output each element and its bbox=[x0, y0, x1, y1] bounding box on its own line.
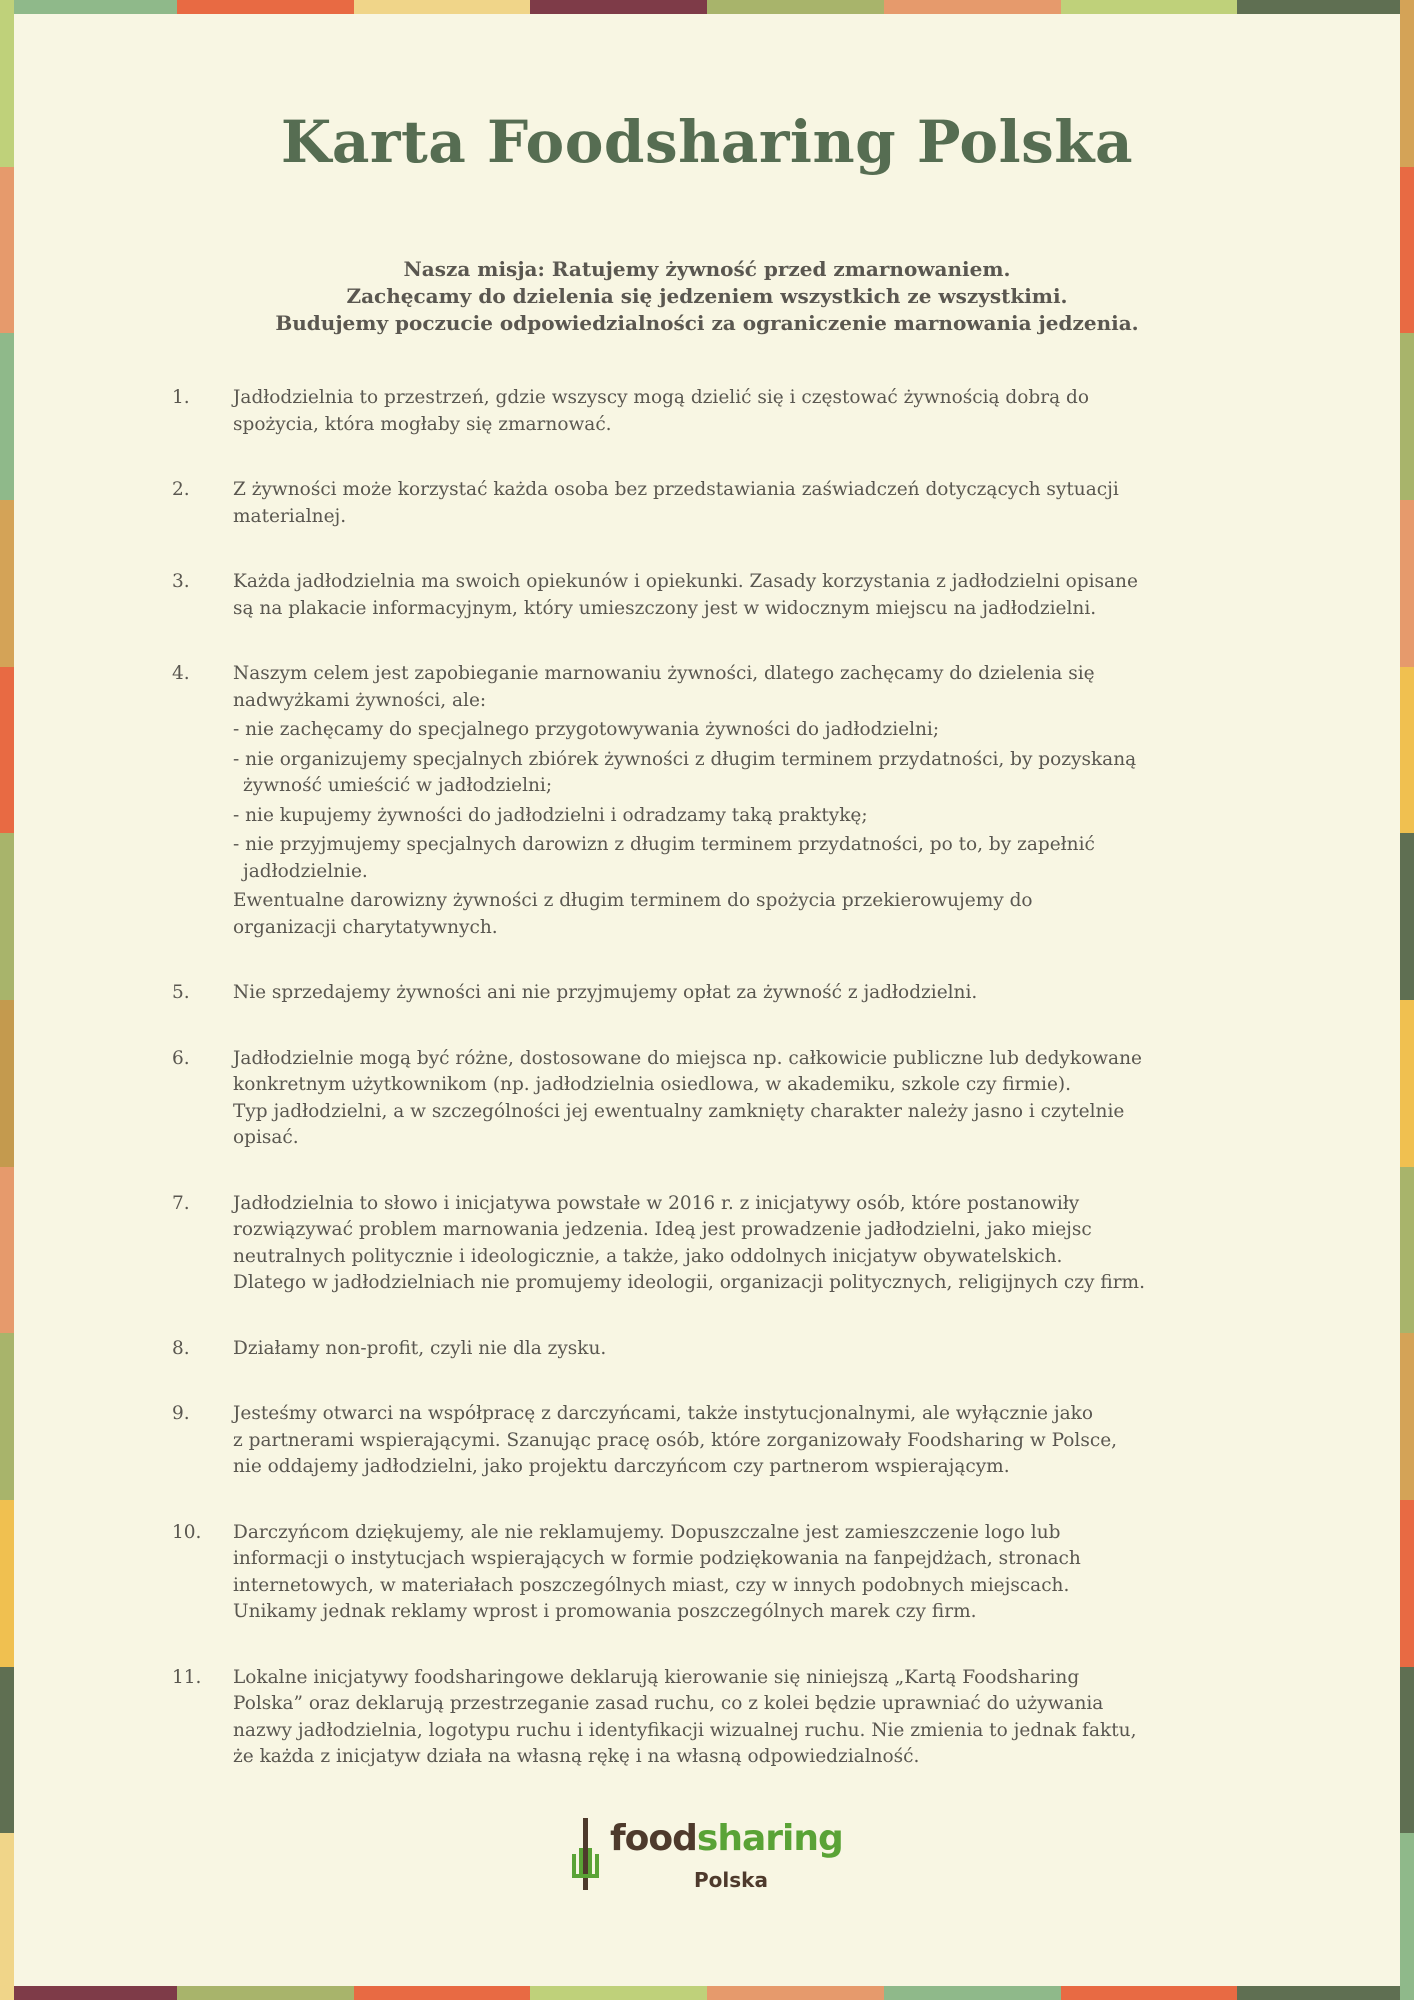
list-item-number: 1. bbox=[172, 387, 190, 408]
list-item-number: 10. bbox=[172, 1521, 202, 1543]
list-item-line: Ewentualne darowizny żywności z długim terminem do spożycia przekierowujemy do bbox=[233, 890, 1033, 911]
list-item-line: Polska” oraz deklarują przestrzeganie zasad ruchu, co z kolei będzie uprawniać do używania bbox=[233, 1693, 1104, 1714]
list-item-line: Dlatego w jadłodzielniach nie promujemy ideologii, organizacji politycznych, religijnych czy firm. bbox=[233, 1272, 1145, 1293]
list-item-line: - nie organizujemy specjalnych zbiórek żywności z długim terminem przydatności, by pozyskaną bbox=[233, 748, 1137, 770]
border-segment bbox=[0, 1986, 177, 2000]
list-item-line: neutralnych politycznie i ideologicznie, a także, jako oddolnych inicjatyw obywatelskich. bbox=[233, 1245, 1063, 1267]
border-segment bbox=[177, 1986, 354, 2000]
list-item-line: z partnerami wspierającymi. Szanując pracę osób, które zorganizowały Foodsharing w Polsce, bbox=[233, 1429, 1118, 1451]
list-item-number: 6. bbox=[172, 1047, 190, 1069]
list-item bbox=[0, 1191, 1243, 1297]
list-item-line: że każda z inicjatyw działa na własną rękę i na własną odpowiedzialność. bbox=[233, 1746, 920, 1767]
top-border bbox=[0, 0, 1414, 14]
border-segment bbox=[530, 1986, 707, 2000]
list-item-number: 3. bbox=[172, 571, 190, 592]
list-item bbox=[0, 661, 1243, 941]
list-item-line: - nie kupujemy żywności do jadłodzielni i odradzamy taką praktykę; bbox=[233, 804, 868, 826]
list-item-line: Jadłodzielnie mogą być różne, dostosowane do miejsca np. całkowicie publiczne lub dedykowane bbox=[233, 1047, 1142, 1069]
mission-line: Nasza misja: Ratujemy żywność przed zmarnowaniem. bbox=[403, 257, 1011, 281]
list-item-line: Nie sprzedajemy żywności ani nie przyjmujemy opłat za żywność z jadłodzielni. bbox=[233, 982, 978, 1003]
list-item-line: są na plakacie informacyjnym, który umieszczony jest w widocznym miejscu na jadłodzielni. bbox=[233, 597, 1097, 619]
logo-food: food bbox=[610, 1818, 697, 1859]
border-segment bbox=[1237, 0, 1414, 14]
mission-statement bbox=[0, 256, 1414, 337]
border-segment bbox=[354, 1986, 531, 2000]
border-segment bbox=[1237, 1986, 1414, 2000]
list-item bbox=[0, 1665, 1243, 1771]
logo-sharing: sharing bbox=[696, 1818, 843, 1859]
border-segment bbox=[884, 0, 1061, 14]
list-item-line: - nie przyjmujemy specjalnych darowizn z długim terminem przydatności, po to, by zapełnić bbox=[233, 834, 1095, 855]
list-item bbox=[0, 1401, 1243, 1481]
list-item-line: opisać. bbox=[233, 1127, 299, 1148]
list-item-number: 7. bbox=[172, 1192, 190, 1214]
list-item bbox=[0, 1520, 1243, 1626]
list-item bbox=[0, 1336, 1243, 1363]
charter-list bbox=[0, 385, 1414, 1771]
list-item-line: Działamy non-profit, czyli nie dla zysku. bbox=[233, 1337, 607, 1359]
list-item-line: rozwiązywać problem marnowania jedzenia. Ideą jest prowadzenie jadłodzielni, jako miejsc bbox=[233, 1219, 1092, 1240]
list-item bbox=[0, 569, 1243, 622]
logo-subtitle: Polska bbox=[694, 1868, 768, 1892]
list-item-line: organizacji charytatywnych. bbox=[233, 916, 498, 938]
list-item bbox=[0, 385, 1243, 438]
list-item-line: nie oddajemy jadłodzielni, jako projektu darczyńcom czy partnerom wspierającym. bbox=[233, 1456, 1010, 1477]
list-item-line: Lokalne inicjatywy foodsharingowe deklarują kierowanie się niniejszą „Kartą Foodsharing bbox=[233, 1666, 1080, 1688]
list-item-line: Z żywności może korzystać każda osoba bez przedstawiania zaświadczeń dotyczących sytuacji bbox=[233, 479, 1119, 500]
border-segment bbox=[1061, 1986, 1238, 2000]
list-item bbox=[0, 980, 1243, 1007]
bottom-border bbox=[0, 1986, 1414, 2000]
list-item-line: Naszym celem jest zapobieganie marnowaniu żywności, dlatego zachęcamy do dzielenia się bbox=[233, 663, 1095, 684]
list-item bbox=[0, 477, 1243, 530]
border-segment bbox=[1400, 1833, 1414, 2000]
mission-line: Zachęcamy do dzielenia się jedzeniem wszystkich ze wszystkimi. bbox=[346, 284, 1068, 308]
border-segment bbox=[0, 1833, 14, 2000]
list-item-line: żywność umieścić w jadłodzielni; bbox=[243, 775, 553, 796]
foodsharing-logo bbox=[568, 1818, 858, 1908]
logo-wordmark bbox=[610, 1818, 843, 1859]
list-item-line: informacji o instytucjach wspierających w formie podziękowania na fanpejdżach, stronach bbox=[233, 1548, 1081, 1569]
list-item-line: Jadłodzielnia to słowo i inicjatywa powstałe w 2016 r. z inicjatywy osób, które postanowiły bbox=[233, 1192, 1080, 1214]
border-segment bbox=[884, 1986, 1061, 2000]
border-segment bbox=[530, 0, 707, 14]
list-item-number: 11. bbox=[172, 1666, 202, 1688]
border-segment bbox=[707, 0, 884, 14]
list-item-line: konkretnym użytkownikom (np. jadłodzielnia osiedlowa, w akademiku, szkole czy firmie). bbox=[233, 1074, 1072, 1095]
list-item-line: Darczyńcom dziękujemy, ale nie reklamujemy. Dopuszczalne jest zamieszczenie logo lub bbox=[233, 1521, 1061, 1543]
list-item-line: internetowych, w materiałach poszczególnych miast, czy w innych podobnych miejscach. bbox=[233, 1574, 1070, 1596]
list-item-number: 5. bbox=[172, 982, 190, 1003]
list-item-line: jadłodzielnie. bbox=[243, 860, 368, 882]
list-item-line: materialnej. bbox=[233, 505, 347, 527]
list-item-line: - nie zachęcamy do specjalnego przygotowywania żywności do jadłodzielni; bbox=[233, 719, 940, 740]
list-item-number: 9. bbox=[172, 1403, 190, 1424]
list-item-number: 2. bbox=[172, 479, 190, 500]
list-item-number: 4. bbox=[172, 663, 190, 684]
list-item-line: Typ jadłodzielni, a w szczególności jej ewentualny zamknięty charakter należy jasno i czytelnie bbox=[233, 1100, 1125, 1122]
list-item-line: Unikamy jednak reklamy wprost i promowania poszczególnych marek czy firm. bbox=[233, 1601, 977, 1622]
page-title: Karta Foodsharing Polska bbox=[280, 108, 1134, 176]
list-item-line: Każda jadłodzielnia ma swoich opiekunów i opiekunki. Zasady korzystania z jadłodzielni opisane bbox=[233, 571, 1138, 592]
border-segment bbox=[1061, 0, 1238, 14]
list-item-line: nadwyżkami żywności, ale: bbox=[233, 689, 487, 711]
border-segment bbox=[0, 0, 177, 14]
fork-icon bbox=[568, 1818, 604, 1890]
list-item-line: Jadłodzielnia to przestrzeń, gdzie wszyscy mogą dzielić się i częstować żywnością dobrą do bbox=[233, 387, 1089, 408]
mission-line: Budujemy poczucie odpowiedzialności za ograniczenie marnowania jedzenia. bbox=[275, 311, 1139, 335]
list-item-number: 8. bbox=[172, 1337, 190, 1359]
list-item-line: spożycia, która mogłaby się zmarnować. bbox=[233, 413, 612, 435]
list-item bbox=[0, 1046, 1243, 1152]
list-item-line: Jesteśmy otwarci na współpracę z darczyńcami, także instytucjonalnymi, ale wyłącznie jako bbox=[233, 1403, 1093, 1424]
border-segment bbox=[354, 0, 531, 14]
border-segment bbox=[177, 0, 354, 14]
list-item-line: nazwy jadłodzielnia, logotypu ruchu i identyfikacji wizualnej ruchu. Nie zmienia to jednak faktu, bbox=[233, 1719, 1137, 1741]
border-segment bbox=[707, 1986, 884, 2000]
